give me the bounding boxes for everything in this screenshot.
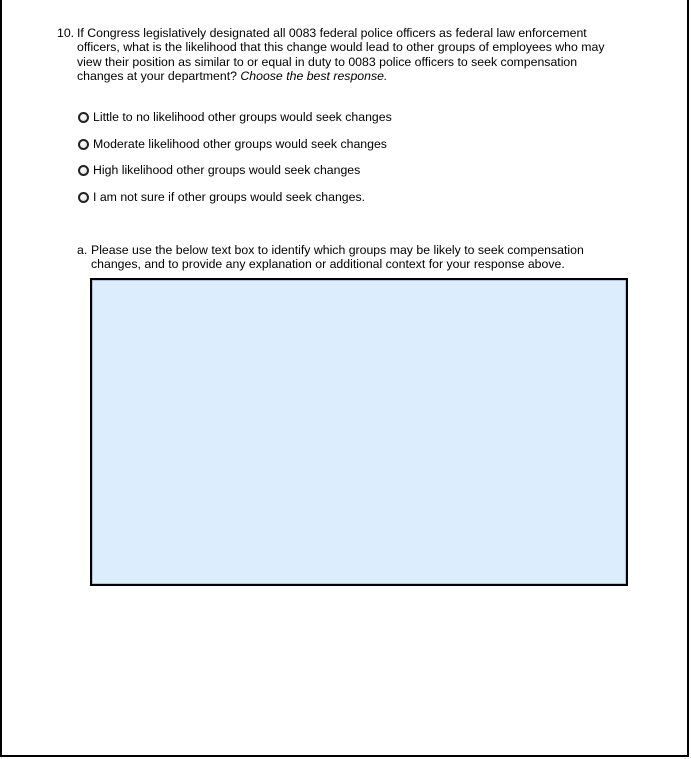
option-label: I am not sure if other groups would seek changes. (93, 190, 366, 204)
followup-text: Please use the below text box to identify which groups may be likely to seek compensation changes, and to provide any explanation or additional context for your response above. (91, 243, 584, 272)
explanation-textbox[interactable] (90, 278, 628, 586)
radio-button-icon[interactable] (78, 192, 89, 203)
option-label: Moderate likelihood other groups would seek changes (93, 137, 387, 151)
question-text (77, 26, 627, 84)
option-label: Little to no likelihood other groups would seek changes (93, 110, 392, 124)
question-instruction: Choose the best response. (240, 69, 388, 84)
question-number: 10. (57, 26, 75, 40)
followup-label: a. (77, 243, 88, 257)
question-10 (57, 26, 627, 84)
question-body: If Congress legislatively designated all 0083 federal police officers as federal law enforcement officers, what is the likelihood that this change would lead to other groups of employees who may view their position as similar to or equal in duty to 0083 police officers to seek compensation changes at your department? (77, 26, 605, 84)
radio-button-icon[interactable] (78, 112, 89, 123)
option-little-likelihood[interactable] (78, 110, 392, 124)
option-moderate-likelihood[interactable] (78, 137, 387, 151)
radio-button-icon[interactable] (78, 139, 89, 150)
option-high-likelihood[interactable] (78, 163, 360, 177)
radio-button-icon[interactable] (78, 165, 89, 176)
option-not-sure[interactable] (78, 190, 365, 204)
option-label: High likelihood other groups would seek changes (93, 163, 361, 177)
followup-question (77, 243, 617, 272)
